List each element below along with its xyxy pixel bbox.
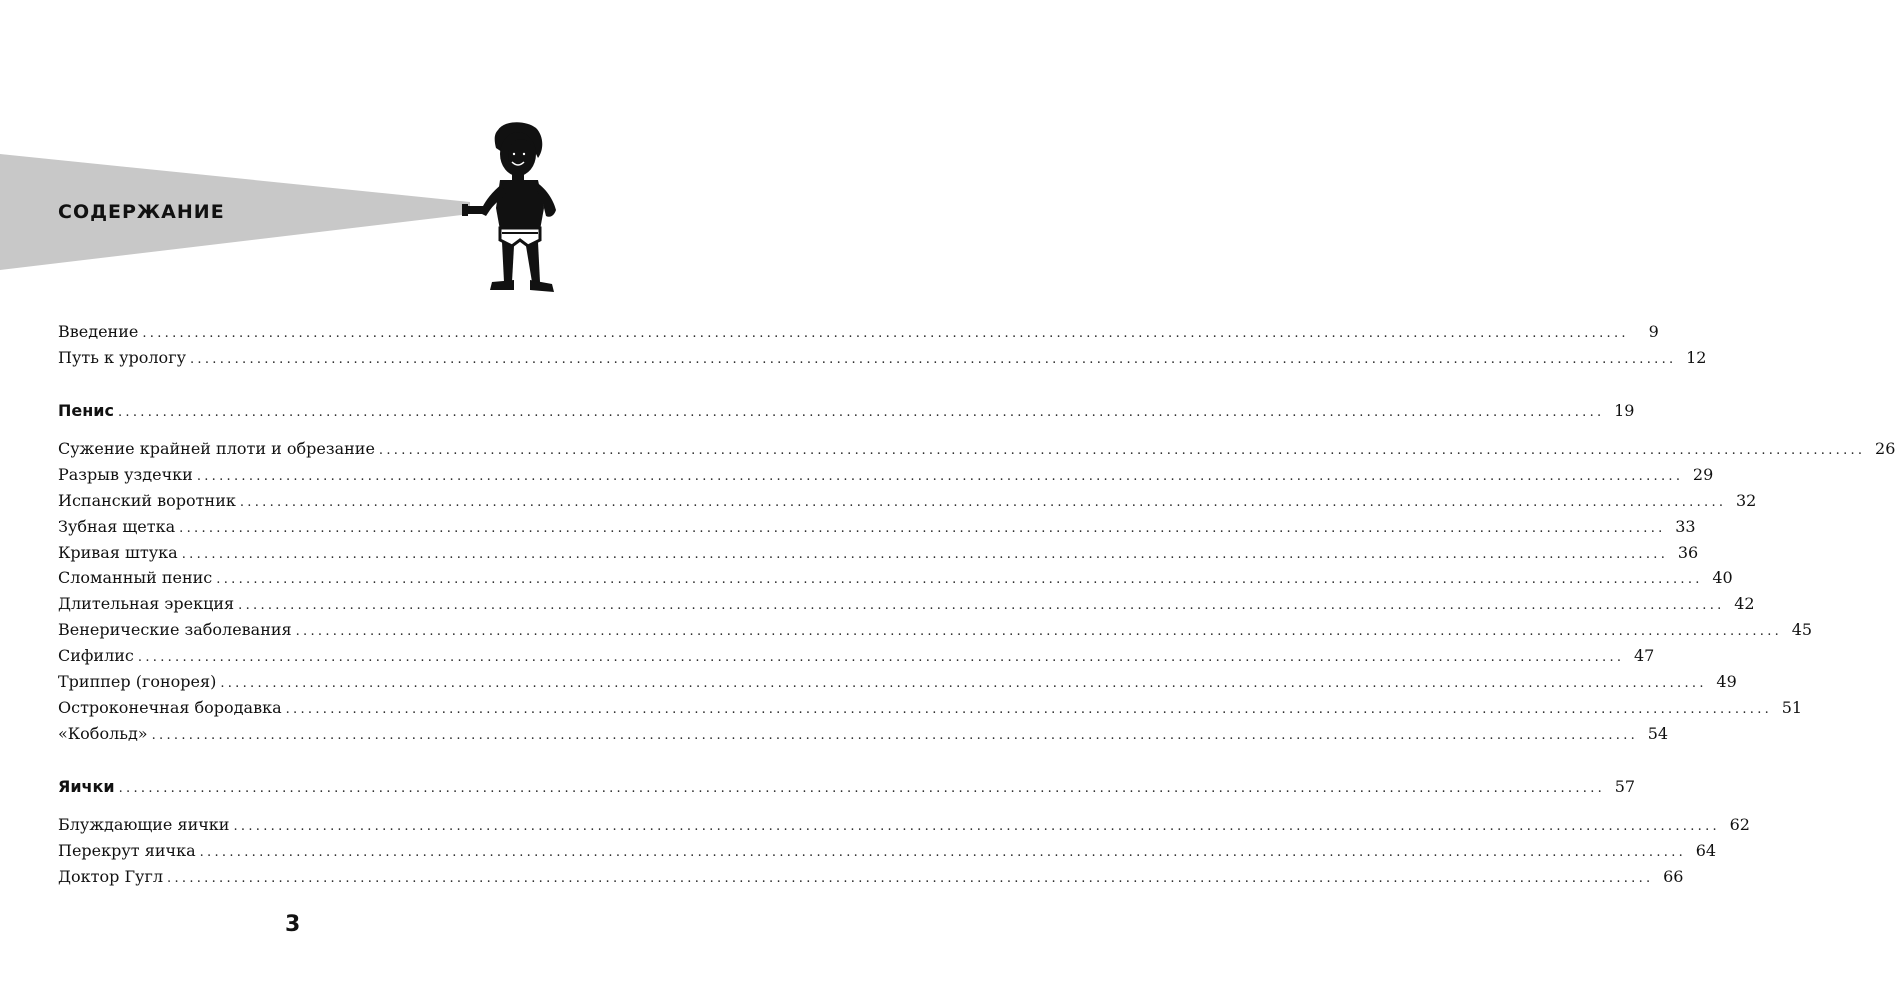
- page-number: 3: [285, 912, 301, 937]
- toc-entry-title: Перекрут яичка: [58, 841, 196, 860]
- toc-entry: [58, 320, 1659, 344]
- toc-entry-title: Остроконечная бородавка: [58, 698, 282, 717]
- toc-entry-page: 33: [1675, 517, 1696, 536]
- toc-entry-title: Разрыв уздечки: [58, 465, 193, 484]
- toc-entry-title: Блуждающие яички: [58, 815, 230, 834]
- toc-entry-title: Сифилис: [58, 646, 134, 665]
- toc-entry-title: Венерические заболевания: [58, 620, 292, 639]
- dot-leader: ........................................................................................................................................................................................................: [118, 781, 1606, 796]
- dot-leader: ........................................................................................................................................................................................................: [189, 352, 1677, 367]
- dot-leader: ........................................................................................................................................................................................................: [216, 572, 1703, 587]
- dot-leader: ........................................................................................................................................................................................................: [181, 547, 1669, 562]
- toc-entry-title: Путь к урологу: [58, 348, 186, 367]
- dot-leader: ........................................................................................................................................................................................................: [196, 469, 1684, 484]
- toc-entry: [58, 592, 1755, 616]
- toc-entry-page: 49: [1716, 672, 1737, 691]
- toc-entry-page: 54: [1647, 724, 1669, 743]
- toc-entry-page: 42: [1734, 594, 1755, 613]
- dot-leader: ........................................................................................................................................................................................................: [378, 443, 1866, 458]
- toc-entry: [58, 865, 1684, 889]
- toc-entry-title: «Кобольд»: [58, 724, 148, 743]
- dot-leader: ........................................................................................................................................................................................................: [233, 819, 1720, 834]
- toc-entry: [58, 618, 1813, 642]
- dot-leader: ........................................................................................................................................................................................................: [179, 521, 1666, 536]
- toc-entry-title: Введение: [58, 322, 139, 341]
- dot-leader: ........................................................................................................................................................................................................: [142, 326, 1629, 341]
- toc-entry-title: Сужение крайней плоти и обрезание: [58, 439, 375, 458]
- toc-entry-title: Кривая штука: [58, 543, 178, 562]
- toc-entry-page: 47: [1634, 646, 1655, 665]
- dot-leader: ........................................................................................................................................................................................................: [285, 702, 1773, 717]
- toc-entry-page: 36: [1677, 543, 1699, 562]
- toc-entry-page: 62: [1729, 815, 1750, 834]
- table-of-contents-heading: СОДЕРЖАНИЕ: [58, 201, 225, 223]
- toc-entry: [58, 839, 1717, 863]
- toc-entry-title: Зубная щетка: [58, 517, 176, 536]
- toc-entry-page: 12: [1686, 348, 1707, 367]
- toc-entry-title: Сломанный пенис: [58, 568, 213, 587]
- dot-leader: ........................................................................................................................................................................................................: [239, 495, 1727, 510]
- toc-entry-page: 9: [1648, 322, 1659, 341]
- toc-entry: [58, 670, 1737, 694]
- toc-entry: [58, 346, 1707, 370]
- toc-entry-page: 26: [1875, 439, 1895, 458]
- toc-entry: [58, 566, 1733, 590]
- toc-entry-page: 51: [1781, 698, 1803, 717]
- toc-entry-page: 29: [1692, 465, 1714, 484]
- dot-leader: ........................................................................................................................................................................................................: [137, 650, 1625, 665]
- toc-entry: [58, 437, 1895, 461]
- toc-entry: [58, 722, 1669, 746]
- toc-entry: [58, 489, 1757, 513]
- toc-entry: [58, 515, 1696, 539]
- toc-section-entry: [58, 775, 1636, 799]
- toc-entry-title: Триппер (гонорея): [58, 672, 217, 691]
- toc-entry-page: 40: [1712, 568, 1733, 587]
- toc-entry: [58, 696, 1803, 720]
- toc-entry: [58, 541, 1699, 565]
- toc-entry-title: Доктор Гугл: [58, 867, 164, 886]
- toc-entry-page: 45: [1791, 620, 1813, 639]
- toc-entry-title: Пенис: [58, 401, 114, 420]
- dot-leader: ........................................................................................................................................................................................................: [167, 871, 1654, 886]
- toc-entry-page: 57: [1614, 777, 1636, 796]
- toc-entry: [58, 463, 1714, 487]
- toc-entry: [58, 813, 1750, 837]
- dot-leader: ........................................................................................................................................................................................................: [220, 676, 1707, 691]
- dot-leader: ........................................................................................................................................................................................................: [118, 405, 1605, 420]
- toc-entry-title: Яички: [58, 777, 115, 796]
- dot-leader: ........................................................................................................................................................................................................: [199, 845, 1687, 860]
- boy-with-flashlight-icon: [456, 118, 566, 298]
- toc-entry-page: 32: [1735, 491, 1757, 510]
- toc-entry-title: Испанский воротник: [58, 491, 236, 510]
- toc-section-entry: [58, 399, 1635, 423]
- toc-entry-page: 64: [1695, 841, 1717, 860]
- dot-leader: ........................................................................................................................................................................................................: [295, 624, 1783, 639]
- toc-entry-page: 19: [1614, 401, 1635, 420]
- dot-leader: ........................................................................................................................................................................................................: [238, 598, 1725, 613]
- toc-entry: [58, 644, 1655, 668]
- dot-leader: ........................................................................................................................................................................................................: [151, 728, 1639, 743]
- toc-entry-title: Длительная эрекция: [58, 594, 235, 613]
- toc-entry-page: 66: [1663, 867, 1684, 886]
